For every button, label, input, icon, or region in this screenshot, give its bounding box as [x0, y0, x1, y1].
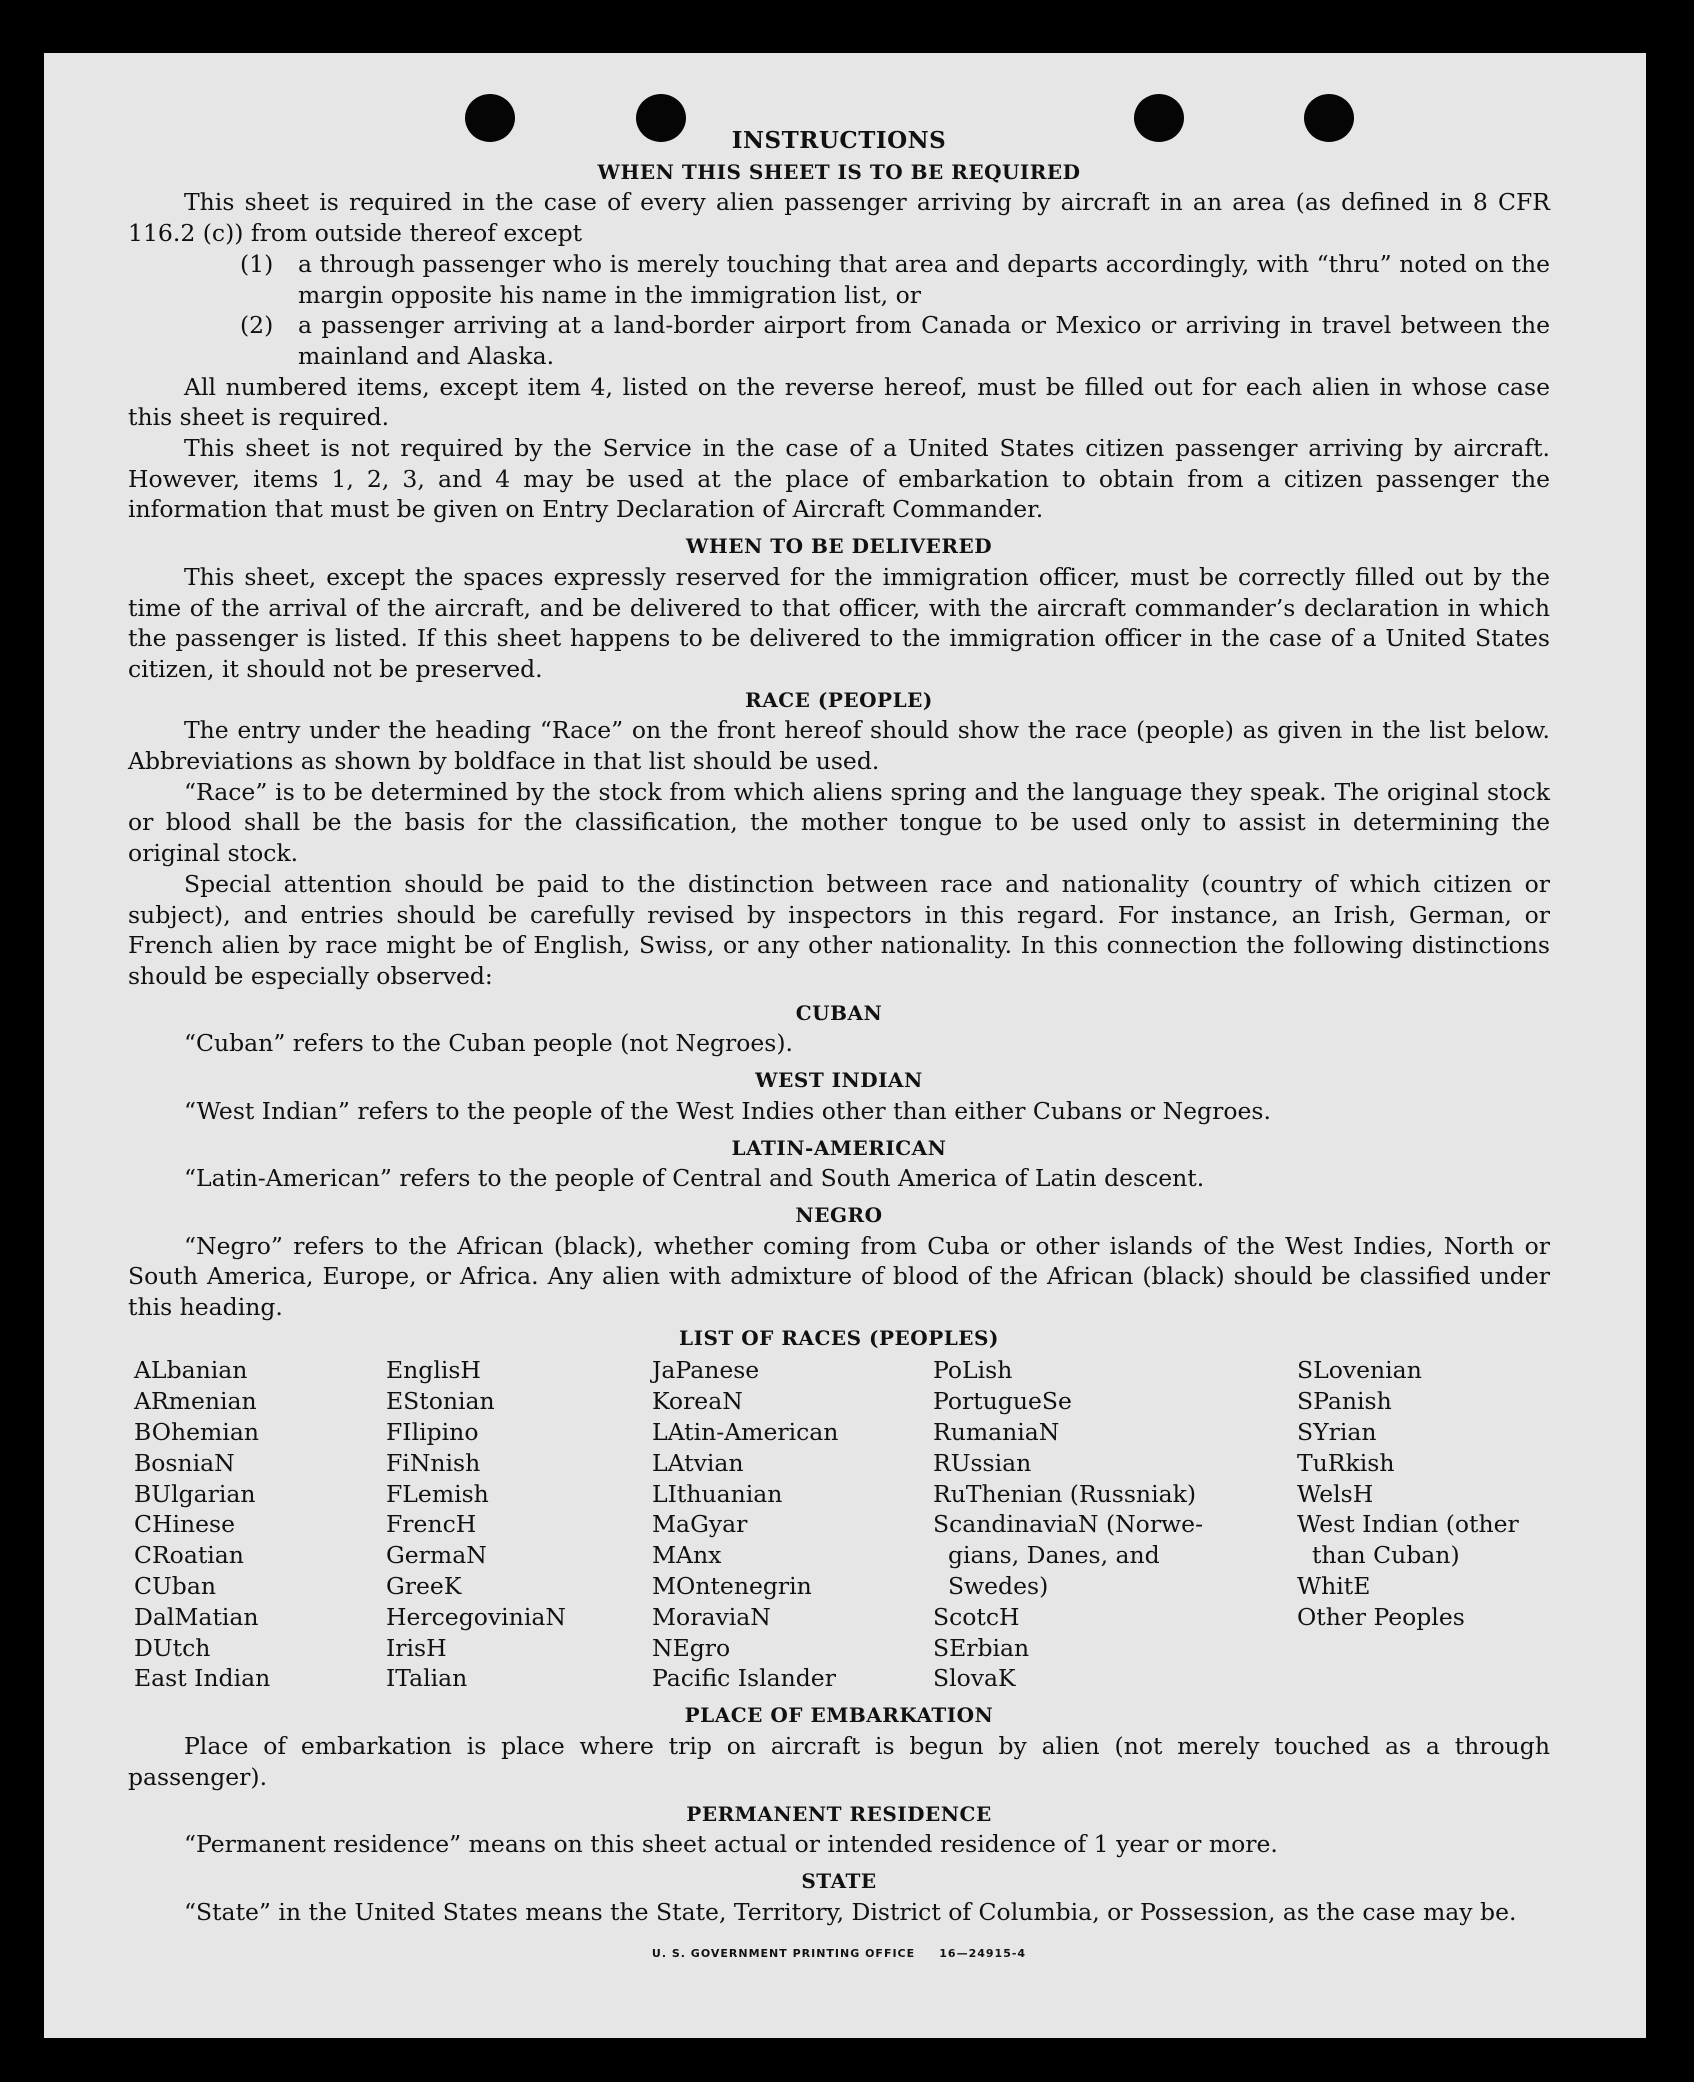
race-entry: RumaniaN [933, 1418, 1060, 1447]
paragraph: This sheet is required in the case of every alien passenger arriving by aircraft in an area (as defined in 8 CFR 116.2 (c)) from outside thereof except [128, 188, 1550, 248]
race-entry: ALbanian [134, 1356, 248, 1385]
race-entry: LAtin-American [652, 1418, 839, 1447]
section-heading: WEST INDIAN [755, 1068, 923, 1093]
race-entry: West Indian (other [1297, 1510, 1519, 1539]
race-entry: FrencH [386, 1510, 477, 1539]
section-heading: CUBAN [795, 1000, 883, 1025]
race-entry: FiNnish [386, 1448, 481, 1477]
race-entry: RuThenian (Russniak) [933, 1479, 1196, 1508]
list-item [240, 249, 1550, 310]
item-text: a through passenger who is merely touching that area and departs accordingly, with “thru” noted on the margin opposite his name in the immigration list, or [298, 249, 1550, 309]
race-entry: SYrian [1297, 1418, 1377, 1447]
section-heading: PLACE OF EMBARKATION [684, 1703, 994, 1728]
paragraph: “Cuban” refers to the Cuban people (not Negroes). [184, 1029, 794, 1058]
race-entry: WhitE [1297, 1572, 1371, 1600]
item-number: (2) [240, 311, 274, 340]
race-entry: Swedes) [933, 1572, 1049, 1600]
race-entry: East Indian [134, 1664, 271, 1693]
race-entry: ARmenian [134, 1387, 257, 1416]
race-entry: EStonian [386, 1387, 495, 1416]
section-heading: PERMANENT RESIDENCE [686, 1801, 992, 1826]
race-entry: SlovaK [933, 1664, 1016, 1693]
race-entry: MOntenegrin [652, 1572, 812, 1600]
paragraph: The entry under the heading “Race” on the front hereof should show the race (people) as given in the list below. Abbreviations as shown by boldface in that list should be used. [128, 716, 1550, 776]
race-entry: CUban [134, 1572, 216, 1600]
race-entry: HercegoviniaN [386, 1602, 566, 1631]
race-entry: EnglisH [386, 1356, 481, 1385]
section-heading: NEGRO [795, 1202, 883, 1227]
race-entry: GermaN [386, 1541, 487, 1570]
race-entry: NEgro [652, 1633, 731, 1662]
race-entry: gians, Danes, and [933, 1541, 1160, 1570]
page-title: INSTRUCTIONS [731, 127, 947, 154]
race-entry: FIlipino [386, 1418, 479, 1447]
section-heading: STATE [801, 1868, 877, 1893]
race-entry: WelsH [1297, 1479, 1374, 1508]
instructions-content [128, 126, 1550, 1970]
race-column [933, 1355, 1203, 1694]
race-entry: MoraviaN [652, 1602, 771, 1631]
race-entry: CHinese [134, 1510, 235, 1539]
paragraph: “West Indian” refers to the people of the West Indies other than either Cubans or Negroes. [184, 1096, 1271, 1125]
section-heading: RACE (PEOPLE) [745, 687, 933, 712]
race-entry: LAtvian [652, 1448, 744, 1477]
printer-imprint: U. S. GOVERNMENT PRINTING OFFICE 16—24915-4 [651, 1947, 1027, 1961]
race-entry: SPanish [1297, 1387, 1392, 1416]
race-entry: BOhemian [134, 1418, 259, 1447]
paragraph: “Permanent residence” means on this sheet actual or intended residence of 1 year or more. [184, 1830, 1278, 1859]
paragraph: Place of embarkation is place where trip on aircraft is begun by alien (not merely touched as a through passenger). [128, 1732, 1550, 1791]
race-entry: GreeK [386, 1572, 462, 1600]
race-entry: Pacific Islander [652, 1664, 836, 1693]
section-heading: LATIN-AMERICAN [731, 1135, 947, 1160]
paragraph: This sheet, except the spaces expressly reserved for the immigration officer, must be correctly filled out by the time of the arrival of the aircraft, and be delivered to that officer, with the aircraft commander’s declaration in which the passenger is listed. If this sheet happens to be delivered to the immigration officer in the case of a United States citizen, it should not be preserved. [128, 562, 1550, 683]
race-entry: ScandinaviaN (Norwe- [933, 1510, 1204, 1539]
race-entry: ScotcH [933, 1602, 1020, 1631]
section-heading: WHEN THIS SHEET IS TO BE REQUIRED [597, 159, 1081, 184]
race-entry: MaGyar [652, 1510, 748, 1539]
section-heading: WHEN TO BE DELIVERED [685, 534, 993, 559]
race-entry: RUssian [933, 1448, 1032, 1477]
item-text: a passenger arriving at a land-border airport from Canada or Mexico or arriving in travel between the mainland and Alaska. [298, 311, 1550, 370]
race-entry: FLemish [386, 1479, 489, 1508]
race-entry: SLovenian [1297, 1356, 1422, 1385]
section-heading: LIST OF RACES (PEOPLES) [679, 1325, 999, 1350]
list-item [240, 310, 1550, 371]
paragraph: All numbered items, except item 4, listed on the reverse hereof, must be filled out for each alien in whose case this sheet is required. [128, 372, 1550, 432]
race-entry: LIthuanian [652, 1479, 783, 1508]
race-column [1297, 1355, 1519, 1632]
race-entry: MAnx [652, 1541, 722, 1570]
paragraph: “Latin-American” refers to the people of Central and South America of Latin descent. [184, 1164, 1205, 1193]
paragraph: Special attention should be paid to the distinction between race and nationality (country of which citizen or subject), and entries should be carefully revised by inspectors in this regard. For instance, an Irish, German, or French alien by race might be of English, Swiss, or any other nationality. In this connection the following distinctions should be especially observed: [128, 869, 1550, 990]
paragraph: “Negro” refers to the African (black), whether coming from Cuba or other islands of the West Indies, North or South America, Europe, or Africa. Any alien with admixture of blood of the African (black) should be classified under this heading. [128, 1231, 1550, 1322]
race-entry: IrisH [386, 1633, 447, 1662]
race-entry: BUlgarian [134, 1479, 256, 1508]
race-entry: DalMatian [134, 1602, 259, 1631]
race-entry: TuRkish [1297, 1448, 1395, 1477]
race-entry: DUtch [134, 1633, 211, 1662]
paragraph: “State” in the United States means the State, Territory, District of Columbia, or Possession, as the case may be. [184, 1897, 1517, 1926]
paragraph: “Race” is to be determined by the stock from which aliens spring and the language they speak. The original stock or blood shall be the basis for the classification, the mother tongue to be used only to assist in determining the original stock. [128, 777, 1550, 868]
race-entry: Other Peoples [1297, 1602, 1465, 1631]
race-entry: ITalian [386, 1664, 468, 1693]
race-entry: than Cuban) [1297, 1541, 1460, 1570]
race-entry: BosniaN [134, 1448, 235, 1477]
race-column [652, 1355, 838, 1694]
paragraph: This sheet is not required by the Service in the case of a United States citizen passenger arriving by aircraft. However, items 1, 2, 3, and 4 may be used at the place of embarkation to obtain from a citizen passenger the information that must be given on Entry Declaration of Aircraft Commander. [128, 434, 1550, 524]
race-entry: JaPanese [652, 1356, 760, 1385]
race-entry: PoLish [933, 1356, 1013, 1385]
race-column [386, 1355, 566, 1694]
race-entry: CRoatian [134, 1541, 244, 1570]
race-entry: SErbian [933, 1633, 1030, 1662]
race-column [134, 1355, 270, 1694]
race-entry: PortugueSe [933, 1387, 1072, 1416]
item-number: (1) [240, 249, 274, 278]
race-list [128, 1355, 1550, 1700]
race-entry: KoreaN [652, 1387, 743, 1416]
